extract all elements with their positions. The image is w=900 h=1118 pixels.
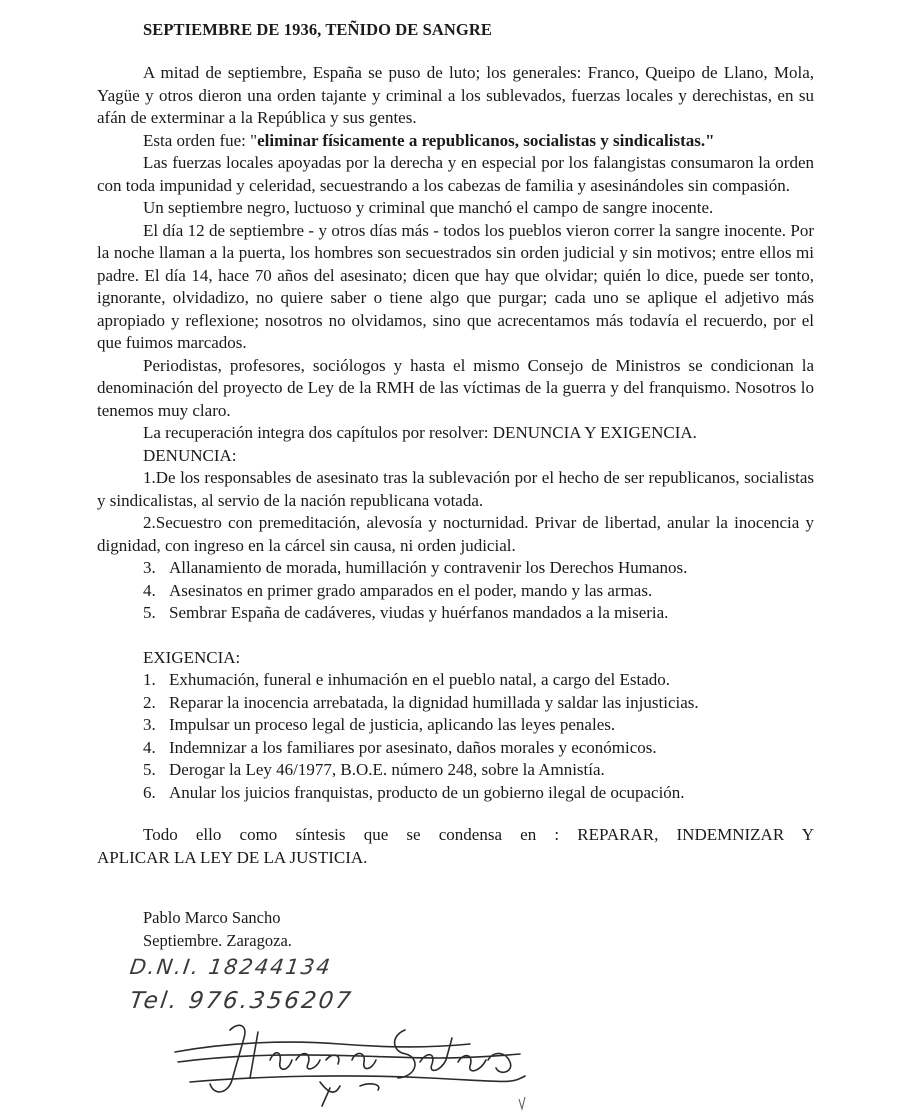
spacer [97, 625, 814, 647]
list-number: 4. [143, 737, 156, 757]
paragraph: Periodistas, profesores, sociólogos y hasta el mismo Consejo de Ministros se condicionan la denominación del proyecto de Ley de la RMH de las víctimas de la guerra y del franquismo. Nosotros lo tenemos muy claro. [97, 355, 814, 420]
handwritten-dni: D.N.I. 18244134 [128, 955, 334, 979]
list-text: Secuestro con premeditación, alevosía y nocturnidad. Privar de libertad, anular la inocencia y dignidad, con ingreso en la cárcel sin causa, ni orden judicial. [97, 513, 814, 555]
list-item [97, 467, 814, 512]
list-number: 1. [143, 670, 156, 689]
list-item [97, 602, 814, 625]
list-item [97, 737, 814, 760]
list-item [97, 557, 814, 580]
list-text: Exhumación, funeral e inhumación en el pueblo natal, a cargo del Estado. [169, 670, 671, 689]
letter-body [97, 62, 814, 869]
list-number: 4. [143, 580, 156, 600]
paragraph: Las fuerzas locales apoyadas por la derecha y en especial por los falangistas consumaron la orden con toda impunidad y celeridad, secuestrando a los cabezas de familia y asesinándoles sin compasión. [97, 153, 814, 195]
list-number: 3. [143, 715, 156, 734]
handwritten-phone: Tel. 976.356207 [128, 988, 355, 1014]
list-item [97, 714, 814, 737]
list-number: 5. [143, 603, 156, 622]
list-item [97, 669, 814, 692]
list-text: Indemnizar a los familiares por asesinato, daños morales y económicos. [169, 737, 657, 757]
paragraph: El día 12 de septiembre - y otros días más - todos los pueblos vieron correr la sangre inocente. Por la noche llaman a la puerta, los hombres son secuestrados sin orden judicial y sin motivos; entre ellos mi padre. El día 14, hace 70 años del asesinato; dicen que hay que olvidar; quién lo dice, puede ser tonto, ignorante, olvidadizo, no quiere saber o tiene algo que purgar; cada uno se aplique el adjetivo más apropiado y reflexione; nosotros no olvidamos, sino que acrecentamos más todavía el recuerdo, por el que fuimos marcados. [97, 220, 814, 352]
list-item [97, 512, 814, 557]
list-text: Anular los juicios franquistas, producto de un gobierno ilegal de ocupación. [169, 782, 685, 802]
order-intro: Esta orden fue: " [143, 130, 258, 150]
list-text: De los responsables de asesinato tras la sublevación por el hecho de ser republicanos, socialistas y sindicalistas, al servio de la nación republicana votada. [97, 468, 814, 510]
list-number: 1. [143, 468, 156, 487]
list-number: 5. [143, 760, 156, 779]
signature-block [143, 906, 292, 952]
list-text: Derogar la Ley 46/1977, B.O.E. número 248, sobre la Amnistía. [169, 760, 605, 779]
list-number: 3. [143, 558, 156, 577]
list-text: Allanamiento de morada, humillación y contravenir los Derechos Humanos. [169, 558, 688, 577]
handwritten-signature [170, 1020, 540, 1110]
list-item [97, 692, 814, 715]
author-name: Pablo Marco Sancho [143, 908, 281, 927]
paragraph-order [97, 130, 814, 153]
place-date: Septiembre. Zaragoza. [143, 931, 292, 950]
spacer [97, 804, 814, 824]
check-mark-icon [517, 1095, 527, 1113]
document-title: SEPTIEMBRE DE 1936, TEÑIDO DE SANGRE [143, 20, 492, 39]
list-item [97, 782, 814, 805]
list-item [97, 580, 814, 603]
list-number: 6. [143, 782, 156, 802]
order-quote: eliminar físicamente a republicanos, socialistas y sindicalistas." [257, 130, 715, 150]
paragraph: A mitad de septiembre, España se puso de luto; los generales: Franco, Queipo de Llano, Mola, Yagüe y otros dieron una orden tajante y criminal a los sublevados, fuerzas locales y derechistas, en su afán de exterminar a la República y sus gentes. [97, 63, 814, 127]
list-text: Impulsar un proceso legal de justicia, aplicando las leyes penales. [169, 715, 616, 734]
list-number: 2. [143, 513, 156, 532]
conclusion-line: APLICAR LA LEY DE LA JUSTICIA. [97, 847, 368, 867]
list-text: Reparar la inocencia arrebatada, la dignidad humillada y saldar las injusticias. [169, 692, 699, 712]
denuncia-heading: DENUNCIA: [143, 445, 237, 465]
conclusion-line: Todo ello como síntesis que se condensa en : REPARAR, INDEMNIZAR Y [143, 825, 814, 844]
list-item [97, 759, 814, 782]
list-text: Asesinatos en primer grado amparados en el poder, mando y las armas. [169, 580, 653, 600]
paragraph: Un septiembre negro, luctuoso y criminal que manchó el campo de sangre inocente. [143, 198, 714, 217]
paragraph: La recuperación integra dos capítulos por resolver: DENUNCIA Y EXIGENCIA. [143, 423, 697, 442]
list-number: 2. [143, 692, 156, 712]
list-text: Sembrar España de cadáveres, viudas y huérfanos mandados a la miseria. [169, 603, 669, 622]
exigencia-heading: EXIGENCIA: [143, 647, 241, 667]
